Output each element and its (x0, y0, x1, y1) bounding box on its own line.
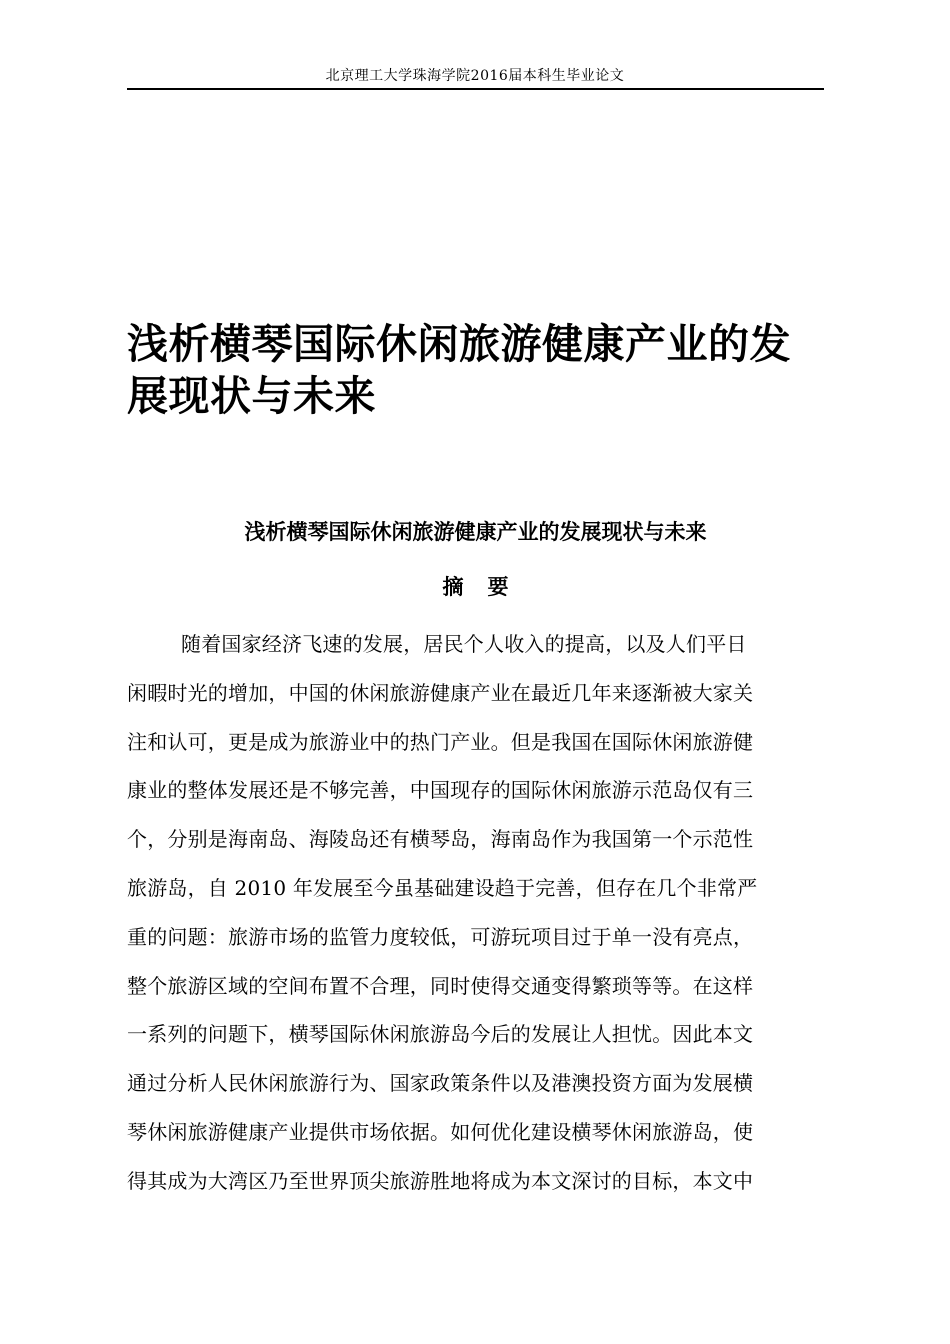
header-rule (127, 88, 824, 90)
abstract-line: 琴休闲旅游健康产业提供市场依据。如何优化建设横琴休闲旅游岛，使 (127, 1119, 754, 1144)
paper-title-line-2: 展现状与未来 (127, 372, 376, 420)
abstract-line: 随着国家经济飞速的发展，居民个人收入的提高，以及人们平日 (181, 632, 747, 656)
paper-title (127, 318, 827, 422)
abstract-line: 通过分析人民休闲旅游行为、国家政策条件以及港澳投资方面为发展横 (127, 1071, 754, 1096)
abstract-heading: 摘要 (442, 575, 533, 599)
abstract-line: 得其成为大湾区乃至世界顶尖旅游胜地将成为本文深讨的目标，本文中 (127, 1168, 754, 1193)
paper-title-line-1: 浅析横琴国际休闲旅游健康产业的发 (127, 320, 791, 368)
abstract-line: 闲暇时光的增加，中国的休闲旅游健康产业在最近几年来逐渐被大家关 (127, 680, 754, 705)
abstract-line: 旅游岛，自 2010 年发展至今虽基础建设趋于完善，但存在几个非常严 (127, 875, 758, 900)
running-header: 北京理工大学珠海学院2016届本科生毕业论文 (325, 68, 625, 84)
abstract-line: 重的问题：旅游市场的监管力度较低，可游玩项目过于单一没有亮点， (127, 924, 754, 949)
abstract-line: 康业的整体发展还是不够完善，中国现存的国际休闲旅游示范岛仅有三 (127, 778, 754, 803)
abstract-body (127, 627, 827, 1213)
abstract-line: 整个旅游区域的空间布置不合理，同时使得交通变得繁琐等等。在这样 (127, 973, 754, 998)
abstract-title: 浅析横琴国际休闲旅游健康产业的发展现状与未来 (244, 520, 707, 544)
abstract-line: 个，分别是海南岛、海陵岛还有横琴岛，海南岛作为我国第一个示范性 (127, 827, 754, 852)
abstract-line: 注和认可，更是成为旅游业中的热门产业。但是我国在国际休闲旅游健 (127, 729, 754, 754)
abstract-line: 一系列的问题下，横琴国际休闲旅游岛今后的发展让人担忧。因此本文 (127, 1022, 754, 1047)
